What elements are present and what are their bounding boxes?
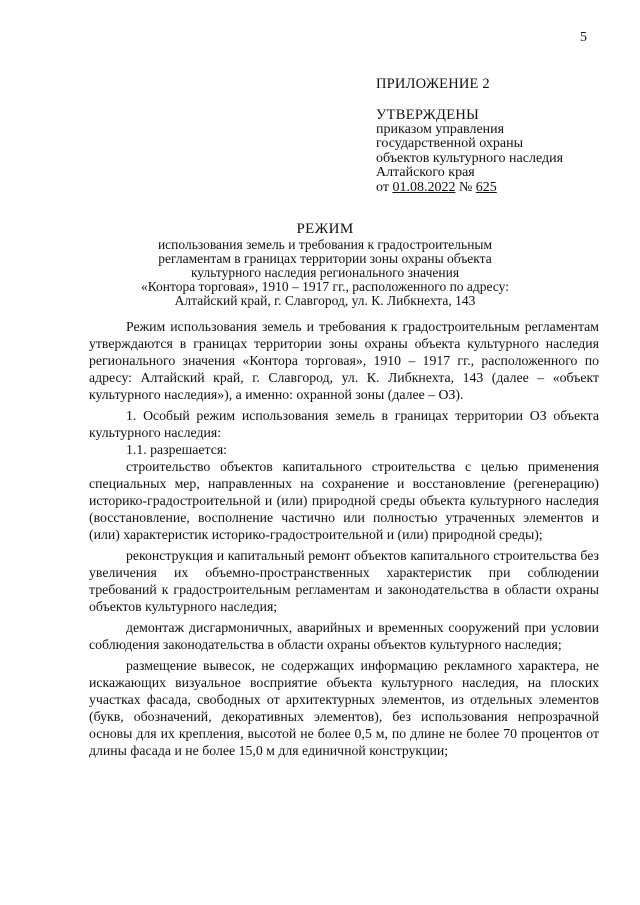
approval-number: 625 [475,179,497,195]
intro-paragraph: Режим использования земель и требования к градостроительным регламентам утверждаются в границах территории зоны охраны объекта культурного наследия регионального значения «Контора торговая», 1910 – 1917 гг., расположенного по адресу: Алтайский край, г. Славгород, ул. К. Либкнехта, 143 (далее – «объект культурного наследия»), а именно: охранной зоны (далее – ОЗ). [89,319,599,402]
permitted-item: демонтаж дисгармоничных, аварийных и временных сооружений при условии соблюдения законодательства в области охраны объектов культурного наследия; [89,620,599,652]
approval-block [376,108,563,195]
approval-line: объектов культурного наследия [376,150,564,166]
approval-line: Алтайского края [376,165,475,180]
permitted-item: реконструкция и капитальный ремонт объектов капитального строительства без увеличения их объемно-пространственных характеристик при соблюдении требований к градостроительным регламентам и законодательства в области охраны объектов культурного наследия; [89,548,599,614]
regime-title-block [90,221,560,308]
approval-line: государственной охраны [376,136,524,151]
regime-subtitle-line: использования земель и требования к градостроительным [157,237,493,252]
regime-subtitle-line: «Контора торговая», 1910 – 1917 гг., расположенного по адресу: [140,279,510,294]
document-body [89,318,599,759]
approval-line: приказом управления [376,121,505,137]
from-label: от [376,179,389,195]
number-label: № [458,179,473,195]
regime-subtitle-line: регламентам в границах территории зоны охраны объекта [158,251,492,266]
regime-title: РЕЖИМ [296,221,354,237]
appendix-heading: ПРИЛОЖЕНИЕ 2 [376,76,490,92]
approval-date: 01.08.2022 [392,179,456,195]
regime-subtitle-line: Алтайский край, г. Славгород, ул. К. Либкнехта, 143 [174,293,476,308]
regime-subtitle-line: культурного наследия регионального значения [190,265,460,280]
permitted-item: строительство объектов капитального строительства с целью применения специальных мер, направленных на сохранение и восстановление (регенерацию) историко-градостроительной и (или) природной среды объекта культурного наследия (восстановление, восполнение частично или полностью утраченных элементов и (или) характеристик историко-градостроительной и (или) природной среды); [89,459,599,542]
section-1-1-paragraph: 1.1. разрешается: [126,442,228,457]
permitted-item: размещение вывесок, не содержащих информацию рекламного характера, не искажающих визуальное восприятие объекта культурного наследия, на плоских участках фасада, свободных от архитектурных элементов, из отдельных элементов (букв, обозначений, декоративных элементов), без использования непрозрачной основы для их крепления, высотой не более 0,5 м, по длине не более 70 процентов от длины фасада и не более 15,0 м для единичной конструкции; [89,658,599,758]
approval-title: УТВЕРЖДЕНЫ [376,107,480,123]
approval-date-line [376,181,563,196]
page-number: 5 [580,30,587,45]
section-1-paragraph: 1. Особый режим использования земель в границах территории ОЗ объекта культурного наследия: [89,408,599,440]
